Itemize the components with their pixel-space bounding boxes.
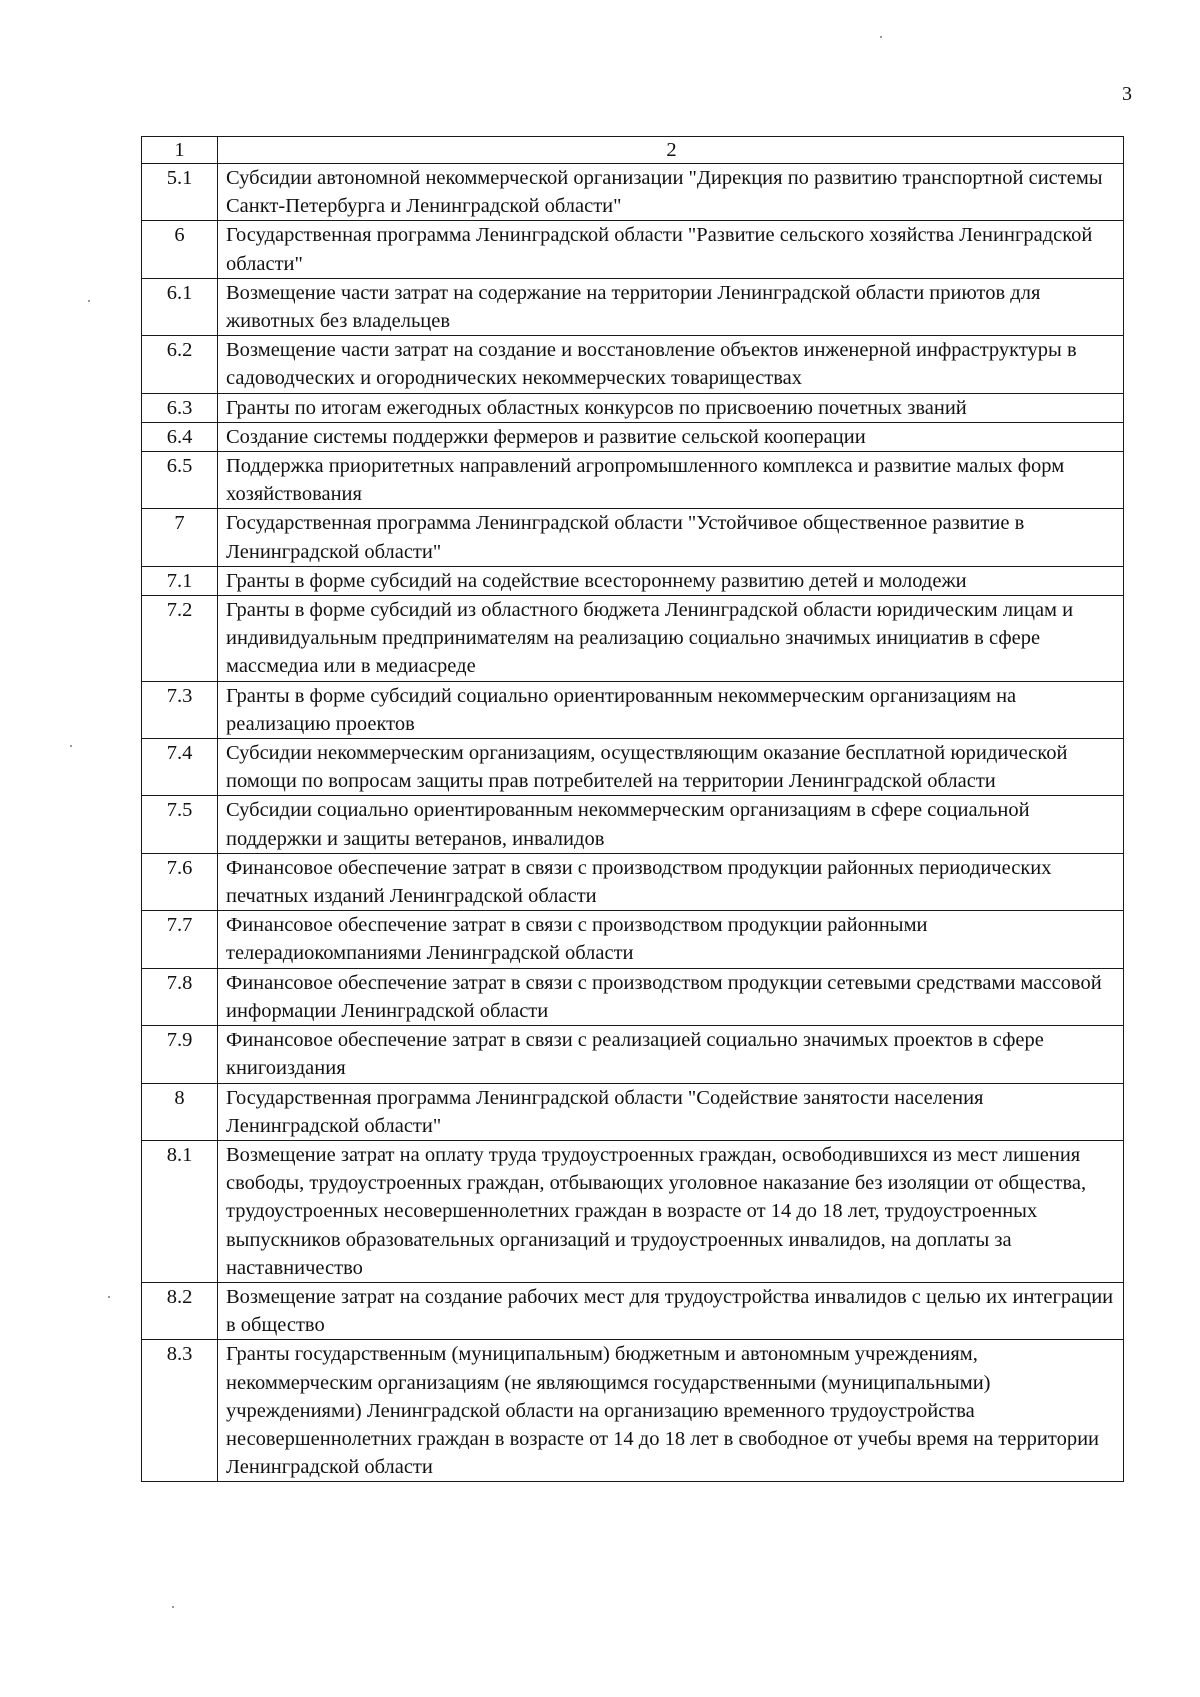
scan-speck (172, 1606, 174, 1608)
row-text-cell: Финансовое обеспечение затрат в связи с производством продукции районными телерадиокомпаниями Ленинградской области (218, 911, 1124, 968)
row-text-cell: Возмещение части затрат на содержание на территории Ленинградской области приютов для животных без владельцев (218, 278, 1124, 335)
row-number-cell: 8.2 (142, 1282, 218, 1339)
page-number: 3 (1122, 83, 1132, 105)
row-text-cell: Гранты в форме субсидий социально ориентированным некоммерческим организациям на реализацию проектов (218, 681, 1124, 738)
row-number-cell: 6.4 (142, 422, 218, 451)
row-number-cell: 7.3 (142, 681, 218, 738)
header-cell-text: 2 (218, 137, 1124, 164)
row-text-cell: Финансовое обеспечение затрат в связи с производством продукции районных периодических печатных изданий Ленинградской области (218, 853, 1124, 910)
row-number-cell: 6.2 (142, 336, 218, 393)
table-row (142, 1340, 1124, 1482)
table-row (142, 452, 1124, 509)
row-text-cell: Субсидии некоммерческим организациям, осуществляющим оказание бесплатной юридической помощи по вопросам защиты прав потребителей на территории Ленинградской области (218, 739, 1124, 796)
row-number-cell: 6 (142, 221, 218, 278)
table-row (142, 566, 1124, 595)
table-row (142, 336, 1124, 393)
table-row (142, 968, 1124, 1025)
row-text-cell: Финансовое обеспечение затрат в связи с реализацией социально значимых проектов в сфере книгоиздания (218, 1026, 1124, 1083)
row-number-cell: 7.9 (142, 1026, 218, 1083)
scan-speck (88, 300, 90, 302)
table-row (142, 681, 1124, 738)
row-text-cell: Государственная программа Ленинградской области "Развитие сельского хозяйства Ленинградской области" (218, 221, 1124, 278)
table-row (142, 596, 1124, 682)
row-text-cell: Государственная программа Ленинградской области "Устойчивое общественное развитие в Ленинградской области" (218, 509, 1124, 566)
table-header-row (142, 137, 1124, 164)
row-number-cell: 8.3 (142, 1340, 218, 1482)
row-text-cell: Возмещение части затрат на создание и восстановление объектов инженерной инфраструктуры в садоводческих и огороднических некоммерческих товариществах (218, 336, 1124, 393)
row-number-cell: 6.3 (142, 393, 218, 422)
scan-speck (108, 1296, 110, 1298)
table-row (142, 796, 1124, 853)
row-number-cell: 7.5 (142, 796, 218, 853)
table-row (142, 278, 1124, 335)
row-text-cell: Государственная программа Ленинградской области "Содействие занятости населения Ленинградской области" (218, 1083, 1124, 1140)
table-row (142, 221, 1124, 278)
scan-speck (70, 745, 72, 747)
table-row (142, 509, 1124, 566)
row-number-cell: 7.6 (142, 853, 218, 910)
row-number-cell: 8 (142, 1083, 218, 1140)
row-number-cell: 6.5 (142, 452, 218, 509)
header-cell-number: 1 (142, 137, 218, 164)
table-row (142, 1083, 1124, 1140)
table-row (142, 1140, 1124, 1282)
table-row (142, 1026, 1124, 1083)
row-number-cell: 7 (142, 509, 218, 566)
row-number-cell: 7.2 (142, 596, 218, 682)
row-number-cell: 7.7 (142, 911, 218, 968)
row-number-cell: 7.4 (142, 739, 218, 796)
table-row (142, 164, 1124, 221)
scan-speck (880, 36, 882, 38)
row-text-cell: Создание системы поддержки фермеров и развитие сельской кооперации (218, 422, 1124, 451)
row-text-cell: Финансовое обеспечение затрат в связи с производством продукции сетевыми средствами массовой информации Ленинградской области (218, 968, 1124, 1025)
row-text-cell: Возмещение затрат на оплату труда трудоустроенных граждан, освободившихся из мест лишения свободы, трудоустроенных граждан, отбывающих уголовное наказание без изоляции от общества, трудоустроенных несовершеннолетних граждан в возрасте от 14 до 18 лет, трудоустроенных выпускников образовательных организаций и трудоустроенных инвалидов, на доплаты за наставничество (218, 1140, 1124, 1282)
row-text-cell: Гранты в форме субсидий на содействие всестороннему развитию детей и молодежи (218, 566, 1124, 595)
row-number-cell: 7.1 (142, 566, 218, 595)
table-body (142, 137, 1124, 1482)
row-number-cell: 8.1 (142, 1140, 218, 1282)
row-text-cell: Субсидии автономной некоммерческой организации "Дирекция по развитию транспортной системы Санкт-Петербурга и Ленинградской области" (218, 164, 1124, 221)
row-text-cell: Гранты государственным (муниципальным) бюджетным и автономным учреждениям, некоммерческим организациям (не являющимся государственными (муниципальными) учреждениями) Ленинградской области на организацию временного трудоустройства несовершеннолетних граждан в возрасте от 14 до 18 лет в свободное от учебы время на территории Ленинградской области (218, 1340, 1124, 1482)
table-row (142, 1282, 1124, 1339)
row-text-cell: Субсидии социально ориентированным некоммерческим организациям в сфере социальной поддержки и защиты ветеранов, инвалидов (218, 796, 1124, 853)
row-text-cell: Гранты в форме субсидий из областного бюджета Ленинградской области юридическим лицам и индивидуальным предпринимателям на реализацию социально значимых инициатив в сфере массмедиа или в медиасреде (218, 596, 1124, 682)
table-row (142, 739, 1124, 796)
row-number-cell: 6.1 (142, 278, 218, 335)
row-text-cell: Возмещение затрат на создание рабочих мест для трудоустройства инвалидов с целью их интеграции в общество (218, 1282, 1124, 1339)
row-number-cell: 5.1 (142, 164, 218, 221)
row-number-cell: 7.8 (142, 968, 218, 1025)
subsidies-table (141, 136, 1124, 1482)
row-text-cell: Поддержка приоритетных направлений агропромышленного комплекса и развитие малых форм хозяйствования (218, 452, 1124, 509)
table-row (142, 422, 1124, 451)
row-text-cell: Гранты по итогам ежегодных областных конкурсов по присвоению почетных званий (218, 393, 1124, 422)
table-row (142, 393, 1124, 422)
table-row (142, 911, 1124, 968)
table-row (142, 853, 1124, 910)
